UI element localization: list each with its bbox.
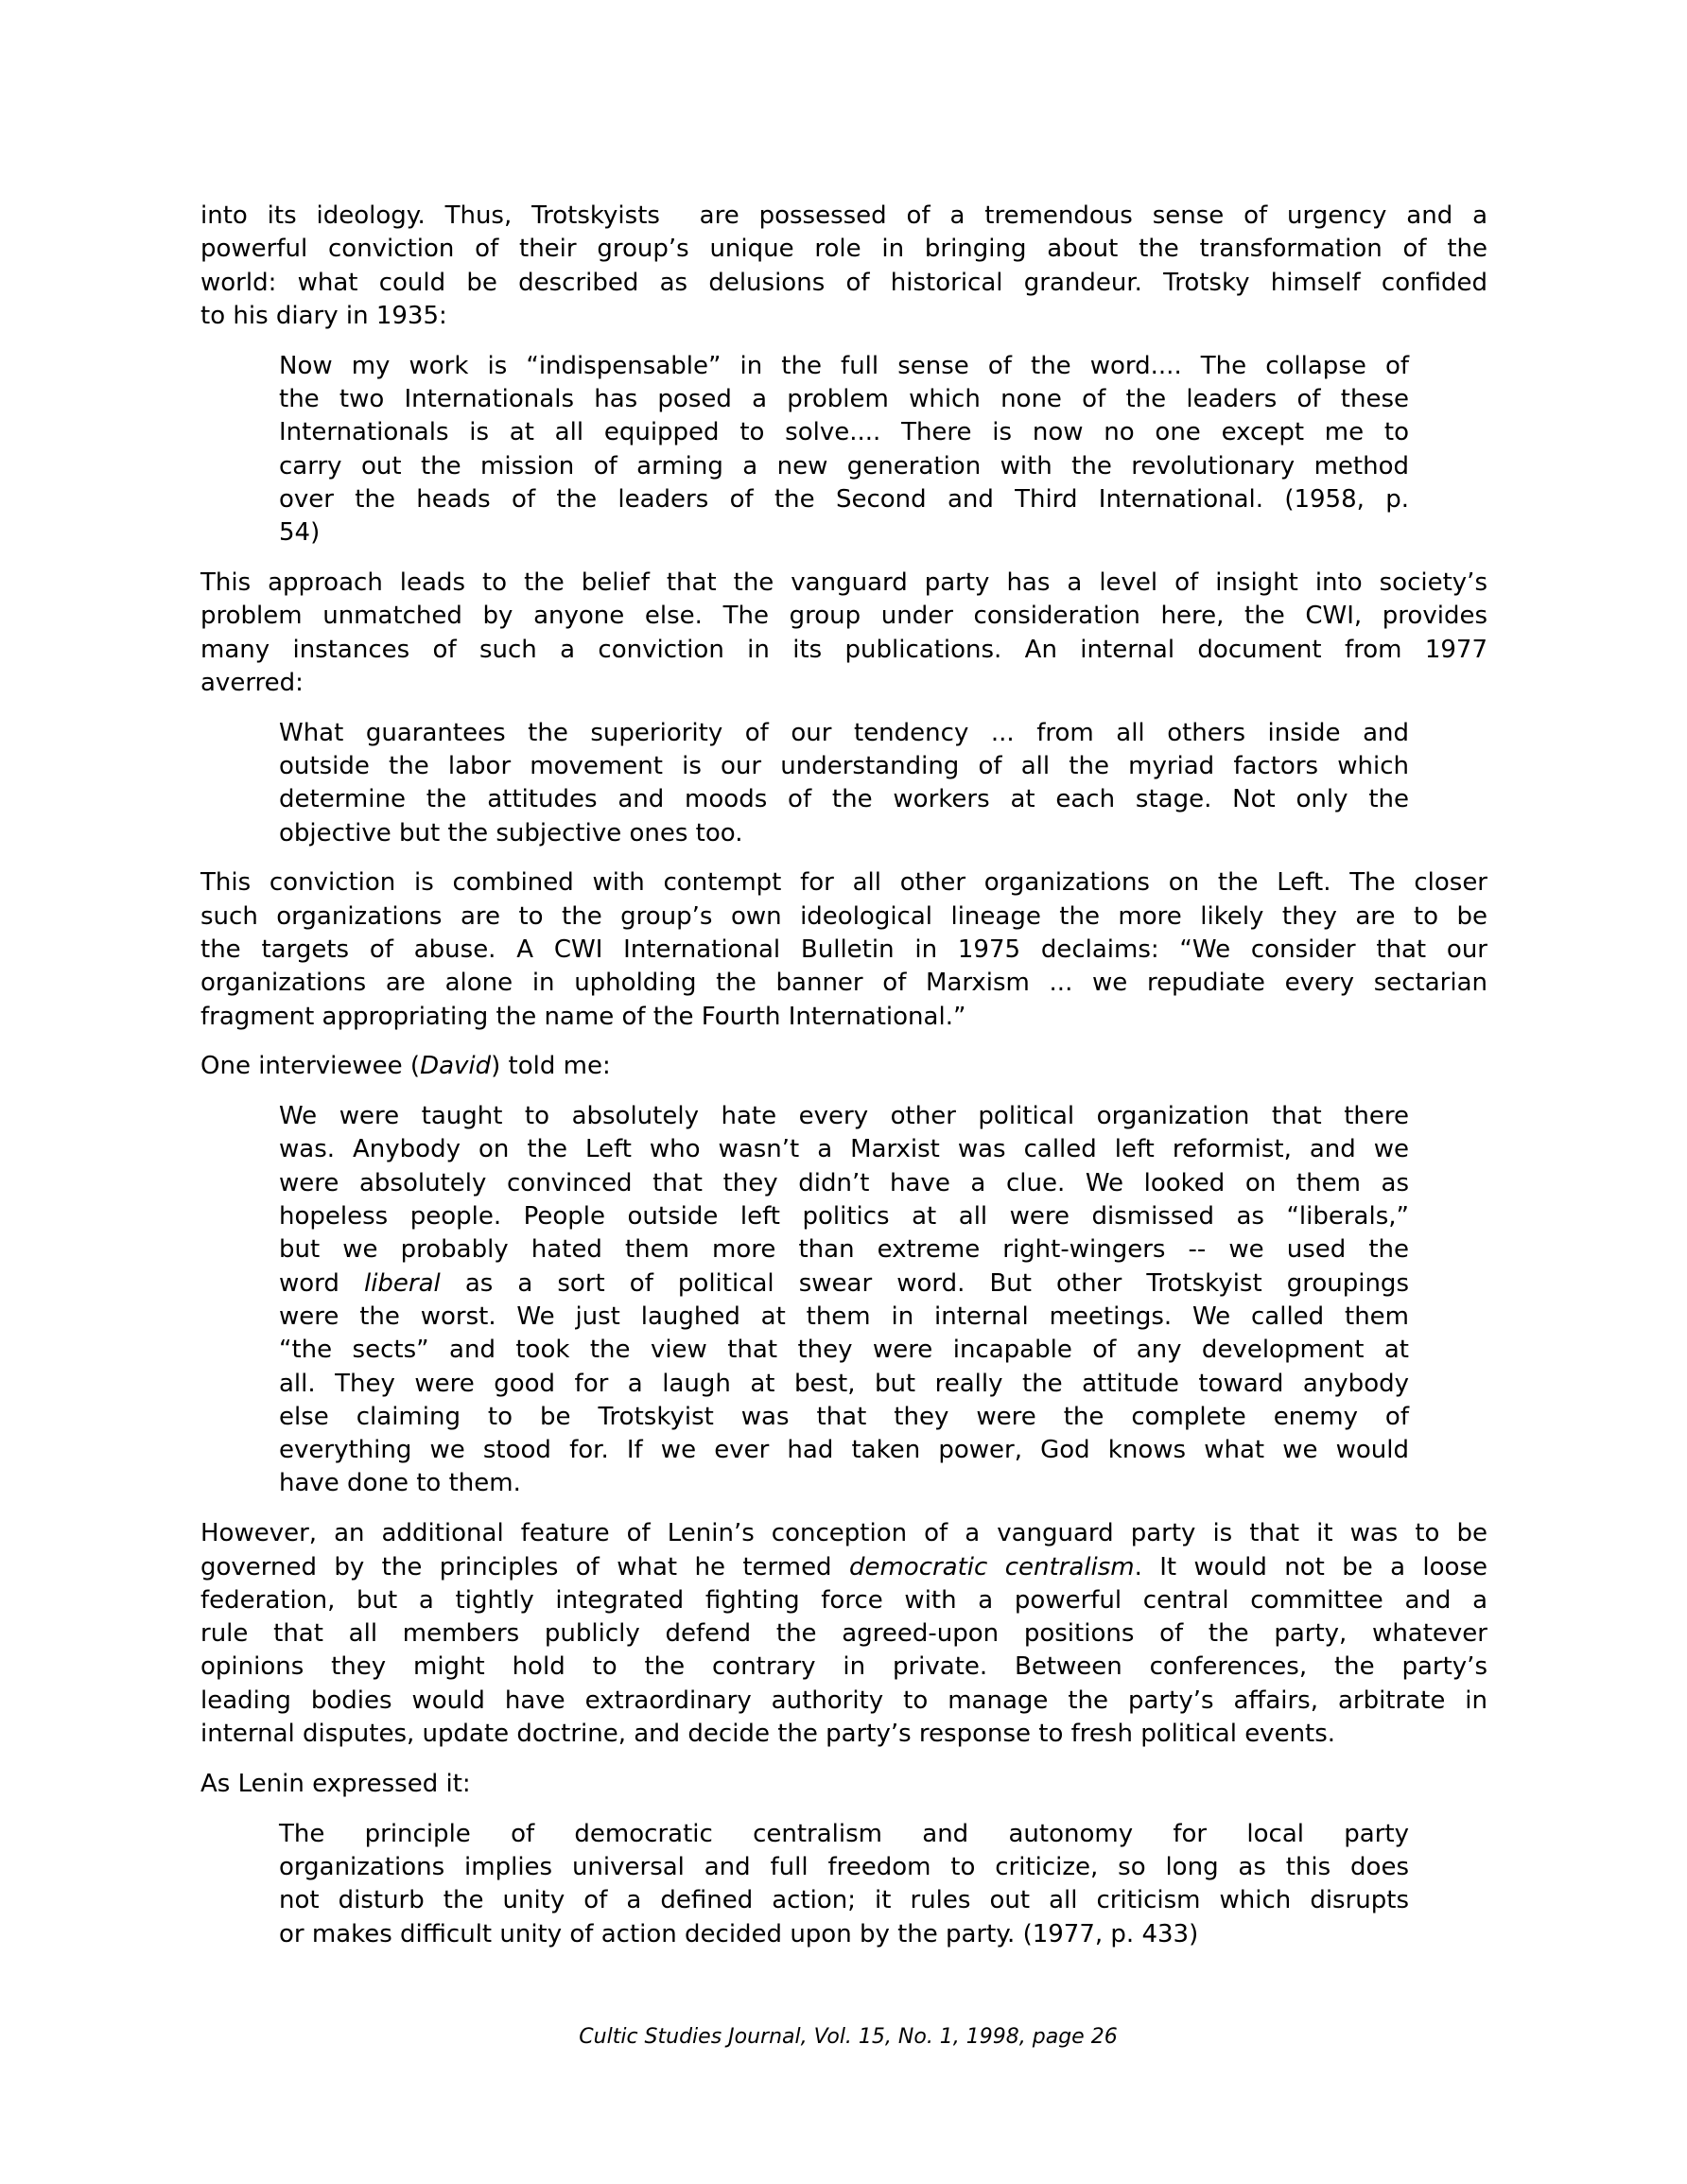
text-span: the two Internationals has posed a problem which none of the leaders of these [279,384,1409,413]
text-span: This conviction is combined with contempt for all other organizations on the Left. The closer [200,868,1487,898]
text-span: federation, but a tightly integrated fighting force with a powerful central committee and a [200,1585,1487,1615]
italic-text: democratic centralism [848,1552,1135,1581]
text-line [279,817,1409,850]
text-span: powerful conviction of their group’s unique role in bringing about the transformation of the [200,235,1487,264]
text-span: was. Anybody on the Left who wasn’t a Marxist was called left reformist, and we [279,1135,1409,1164]
text-span: organizations implies universal and full freedom to criticize, so long as this does [279,1852,1409,1881]
page-footer [0,2023,1687,2052]
text-line [200,634,1487,667]
text-line [279,383,1409,416]
text-span: or makes difficult unity of action decided upon by the party. (1977, p. 433) [279,1919,1199,1948]
text-span: leading bodies would have extraordinary authority to manage the party’s affairs, arbitrate in [200,1686,1487,1715]
text-line [200,1651,1487,1684]
text-line [279,450,1409,483]
text-line [200,600,1487,633]
text-line [279,416,1409,449]
italic-text: David [420,1052,492,1081]
text-line [279,1301,1409,1334]
text-span: ) told me: [491,1052,611,1081]
body-paragraph [200,1050,1487,1083]
text-line [279,1434,1409,1467]
text-line [200,1685,1487,1718]
text-span: averred: [200,668,304,697]
text-span: What guarantees the superiority of our tendency ... from all others inside and [279,718,1409,747]
text-line [200,267,1487,300]
text-span: governed by the principles of what he termed [200,1552,849,1581]
text-line [279,1918,1409,1951]
text-line [200,1718,1487,1751]
text-span: not disturb the unity of a defined action; it rules out all criticism which disrupts [279,1886,1409,1915]
text-span: have done to them. [279,1469,521,1498]
text-span: else claiming to be Trotskyist was that they were the complete enemy of [279,1402,1409,1431]
text-line [279,1100,1409,1133]
text-span: into its ideology. Thus, Trotskyists are possessed of a tremendous sense of urgency and a [200,201,1487,230]
text-line [200,1551,1487,1584]
text-line [279,1200,1409,1233]
text-line [200,900,1487,934]
text-span: all. They were good for a laugh at best, but really the attitude toward anybody [279,1369,1409,1398]
text-line [200,200,1487,233]
text-span: objective but the subjective ones too. [279,818,743,847]
text-span: hopeless people. People outside left politics at all were dismissed as “liberals,” [279,1202,1409,1232]
text-span: We were taught to absolutely hate every other political organization that there [279,1102,1409,1131]
text-span: world: what could be described as delusions of historical grandeur. Trotsky himself confided [200,268,1487,297]
text-span: over the heads of the leaders of the Second and Third International. (1958, p. [279,484,1409,514]
text-line [200,967,1487,1000]
text-line [200,1050,1487,1083]
text-span: As Lenin expressed it: [200,1769,471,1798]
text-span: carry out the mission of arming a new generation with the revolutionary method [279,451,1409,480]
text-span: rule that all members publicly defend the agreed-upon positions of the party, whatever [200,1619,1487,1649]
text-span: were absolutely convinced that they didn’t have a clue. We looked on them as [279,1168,1409,1197]
text-span: opinions they might hold to the contrary in private. Between conferences, the party’s [200,1652,1487,1682]
text-span: outside the labor movement is our understanding of all the myriad factors which [279,751,1409,780]
text-line [200,233,1487,266]
text-line [279,1167,1409,1200]
text-line [279,1818,1409,1851]
text-line [200,1584,1487,1617]
text-span: such organizations are to the group’s own ideological lineage the more likely they are to be [200,901,1487,931]
body-paragraph [200,1768,1487,1801]
text-span: the targets of abuse. A CWI International Bulletin in 1975 declaims: “We consider that our [200,935,1487,964]
text-span: Internationals is at all equipped to solve.... There is now no one except me to [279,418,1409,447]
text-line [200,1517,1487,1550]
text-span: problem unmatched by anyone else. The group under consideration here, the CWI, provides [200,602,1487,631]
text-span: but we probably hated them more than extreme right-wingers -- we used the [279,1235,1409,1265]
text-line [279,1851,1409,1884]
text-line [279,1334,1409,1367]
text-line [279,1267,1409,1301]
text-span: “the sects” and took the view that they were incapable of any development at [279,1336,1409,1365]
block-quote [279,350,1409,550]
text-line [200,1768,1487,1801]
body-paragraph [200,200,1487,333]
text-line [279,516,1409,550]
text-span: One interviewee ( [200,1052,421,1081]
body-paragraph [200,1517,1487,1751]
text-line [279,350,1409,383]
text-line [279,750,1409,783]
text-line [279,717,1409,750]
text-span: were the worst. We just laughed at them in internal meetings. We called them [279,1302,1409,1331]
text-line [279,783,1409,816]
text-span: internal disputes, update doctrine, and decide the party’s response to fresh political events. [200,1720,1336,1749]
text-line [200,567,1487,600]
text-line [279,483,1409,516]
text-span: . It would not be a loose [1134,1552,1487,1581]
block-quote [279,1100,1409,1501]
text-span: The principle of democratic centralism and autonomy for local party [279,1819,1409,1848]
body-paragraph [200,866,1487,1033]
text-line [200,934,1487,967]
text-span: Now my work is “indispensable” in the full sense of the word.... The collapse of [279,351,1409,380]
text-span: everything we stood for. If we ever had taken power, God knows what we would [279,1436,1409,1465]
text-line [279,1368,1409,1401]
text-line [200,1001,1487,1034]
block-quote [279,1818,1409,1951]
text-span: fragment appropriating the name of the Fourth International.” [200,1002,966,1031]
text-line [279,1401,1409,1434]
block-quote [279,717,1409,850]
footer-citation: Cultic Studies Journal, Vol. 15, No. 1, 1998, page 26 [579,2025,1118,2049]
text-span: organizations are alone in upholding the banner of Marxism ... we repudiate every sectarian [200,969,1487,998]
text-line [200,1617,1487,1651]
italic-text: liberal [363,1268,441,1298]
text-span: word [279,1268,364,1298]
body-paragraph [200,567,1487,700]
text-span: as a sort of political swear word. But other Trotskyist groupings [440,1268,1409,1298]
text-span: many instances of such a conviction in its publications. An internal document from 1977 [200,635,1487,664]
text-line [279,1233,1409,1267]
text-line [279,1884,1409,1917]
text-line [279,1133,1409,1166]
text-span: to his diary in 1935: [200,301,447,330]
text-line [279,1467,1409,1500]
text-span: determine the attitudes and moods of the workers at each stage. Not only the [279,785,1409,814]
text-line [200,866,1487,900]
text-span: However, an additional feature of Lenin’s conception of a vanguard party is that it was to be [200,1519,1487,1548]
text-span: 54) [279,518,321,548]
text-line [200,667,1487,700]
text-span: This approach leads to the belief that the vanguard party has a level of insight into society’s [200,568,1487,597]
text-line [200,300,1487,333]
